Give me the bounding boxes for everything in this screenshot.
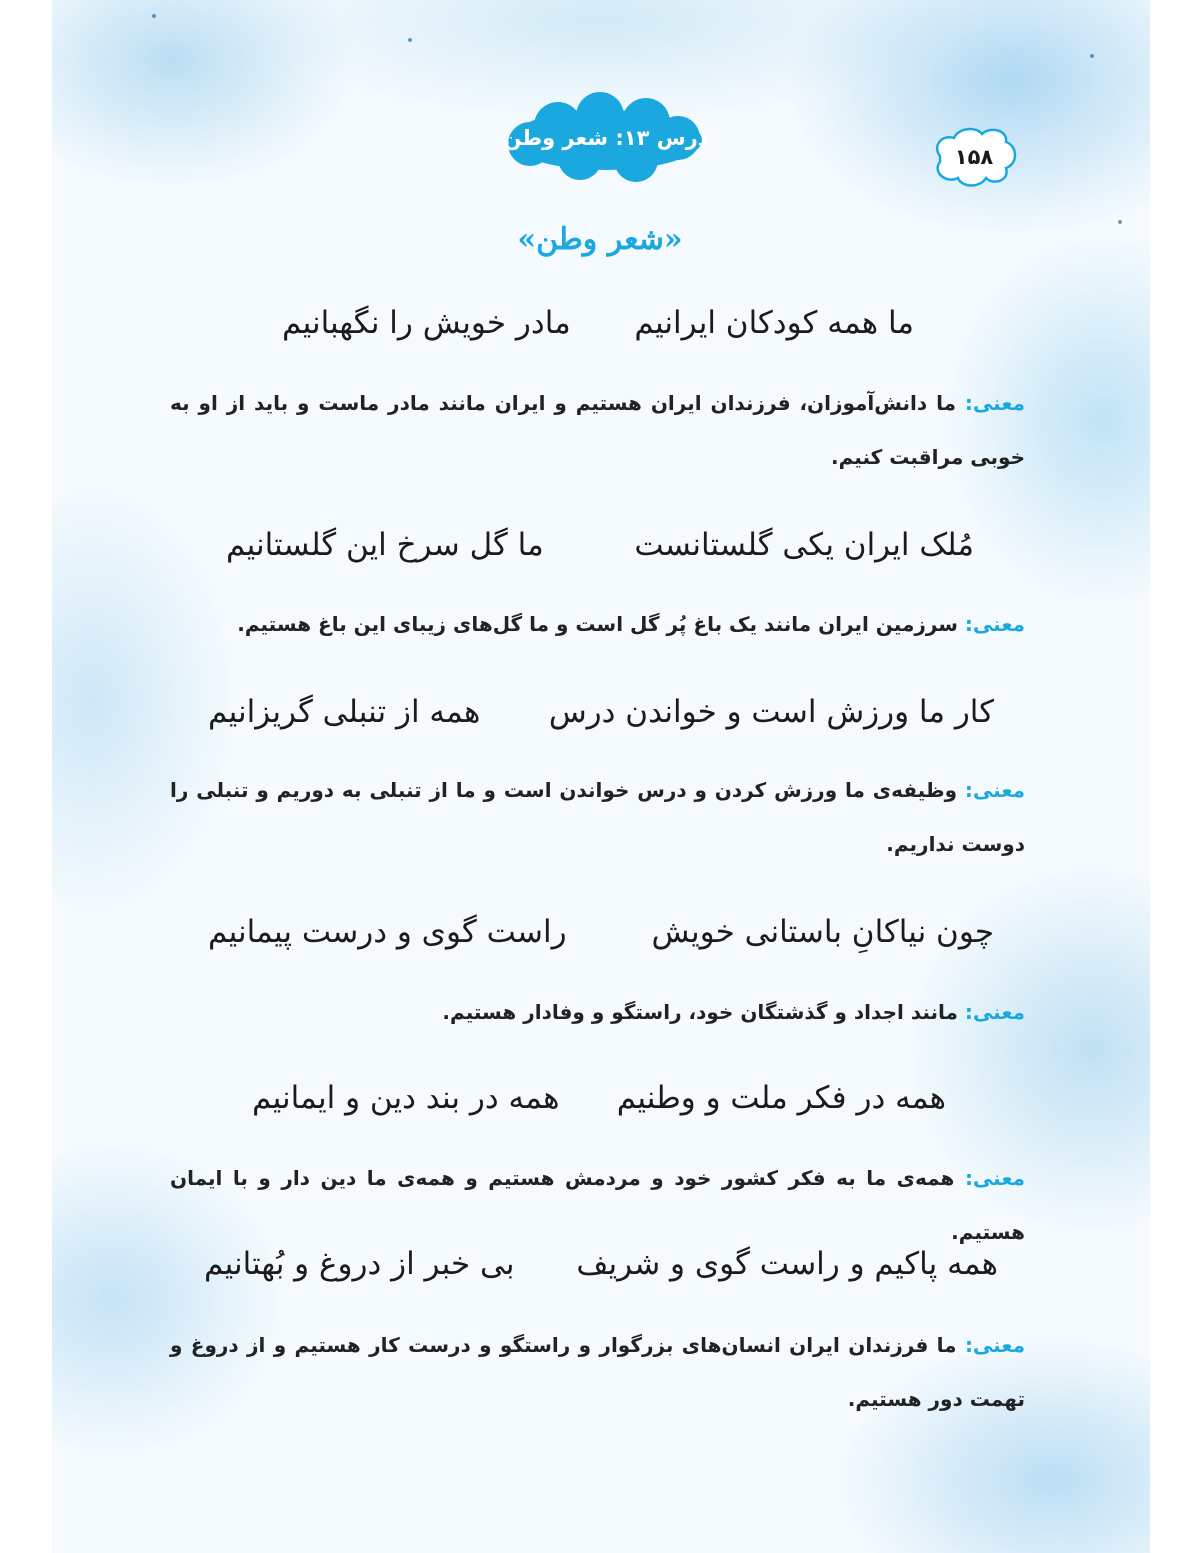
verse-right-hemistich: ما همه کودکان ایرانیم <box>634 305 914 341</box>
verse-right-hemistich: مُلک ایران یکی گلستانست <box>634 527 974 563</box>
meaning-text: ما فرزندان ایران انسان‌های بزرگوار و راستگو و درست کار هستیم و از دروغ و تهمت دور هستیم. <box>170 1333 1025 1411</box>
meaning-label: معنی: <box>964 391 1025 415</box>
lesson-title: درس ۱۳: شعر وطن <box>503 126 709 150</box>
meaning-label: معنی: <box>964 778 1025 802</box>
verse-left-hemistich: ما گل سرخ این گلستانیم <box>226 527 544 563</box>
decorative-dot <box>152 14 156 18</box>
verse-meaning <box>170 763 1025 871</box>
page-number: ۱۵۸ <box>954 145 994 169</box>
meaning-text: ما دانش‌آموزان، فرزندان ایران هستیم و ایران مانند مادر ماست و باید از او به خوبی مراقبت کنیم. <box>170 391 1025 469</box>
verse-right-hemistich: کار ما ورزش است و خواندن درس <box>548 694 994 730</box>
meaning-label: معنی: <box>964 1166 1026 1190</box>
verse-meaning <box>170 985 1025 1039</box>
meaning-label: معنی: <box>964 612 1025 636</box>
decorative-dot <box>1090 54 1094 58</box>
verse-meaning <box>170 1318 1025 1426</box>
verse-meaning <box>170 1151 1025 1259</box>
decorative-dot <box>408 38 412 42</box>
lesson-title-badge <box>500 92 712 184</box>
meaning-text: وظیفه‌ی ما ورزش کردن و درس خواندن است و ما از تنبلی به دوریم و تنبلی را دوست نداریم. <box>170 778 1025 856</box>
meaning-text: همه‌ی ما به فکر کشور خود و مردمش هستیم و همه‌ی ما دین دار و با ایمان هستیم. <box>170 1166 1025 1244</box>
meaning-label: معنی: <box>964 1000 1025 1024</box>
verse-left-hemistich: همه در بند دین و ایمانیم <box>252 1080 560 1116</box>
verse-left-hemistich: راست گوی و درست پیمانیم <box>208 914 567 950</box>
verse-left-hemistich: همه از تنبلی گریزانیم <box>208 694 481 730</box>
verse-right-hemistich: چون نیاکانِ باستانی خویش <box>651 914 994 950</box>
verse-meaning <box>170 597 1025 651</box>
poem-title: «شعر وطن» <box>517 222 683 257</box>
verse-left-hemistich: مادر خویش را نگهبانیم <box>282 305 571 341</box>
meaning-text: مانند اجداد و گذشتگان خود، راستگو و وفادار هستیم. <box>442 1000 958 1024</box>
verse-meaning <box>170 376 1025 484</box>
meaning-text: سرزمین ایران مانند یک باغ پُر گل است و ما گل‌های زیبای این باغ هستیم. <box>237 612 958 636</box>
verse-right-hemistich: همه در فکر ملت و وطنیم <box>616 1080 946 1116</box>
page-number-badge <box>928 124 1020 190</box>
verse-left-hemistich: بی خبر از دروغ و بُهتانیم <box>204 1246 515 1282</box>
meaning-label: معنی: <box>964 1333 1026 1357</box>
verse-right-hemistich: همه پاکیم و راست گوی و شریف <box>576 1246 998 1282</box>
